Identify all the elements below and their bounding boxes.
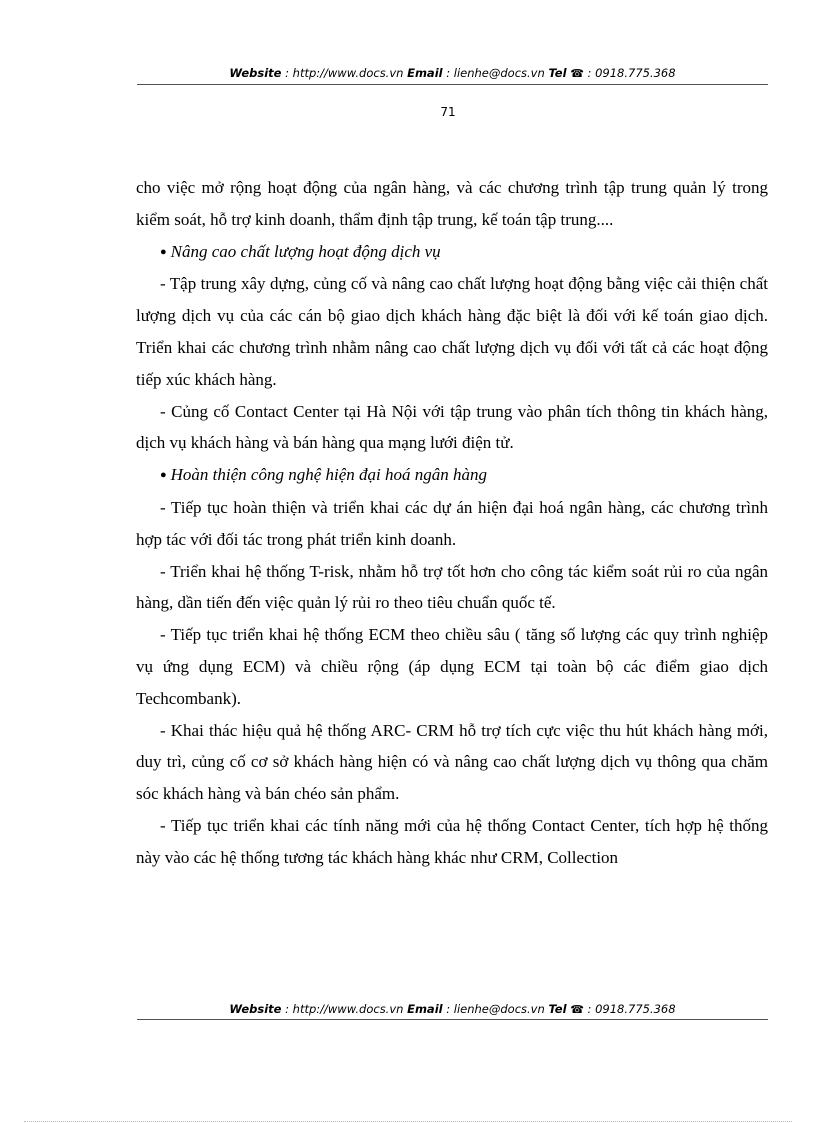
header-email-label: Email [407, 66, 443, 80]
page-edge-dotted-line [24, 1121, 792, 1122]
paragraph-4: - Tiếp tục hoàn thiện và triển khai các dự án hiện đại hoá ngân hàng, các chương trình hợp tác với đối tác trong phát triển kinh doanh. [136, 497, 768, 549]
paragraph-5: - Triển khai hệ thống T-risk, nhằm hỗ trợ tốt hơn cho công tác kiểm soát rủi ro của ngân hàng, dần tiến đến việc quản lý rủi ro theo tiêu chuẩn quốc tế. [136, 561, 768, 613]
section-heading-text: Nâng cao chất lượng hoạt động dịch vụ [170, 241, 441, 261]
header-divider [137, 84, 768, 85]
footer-email-label: Email [407, 1002, 443, 1016]
paragraph-2: - Tập trung xây dựng, củng cố và nâng cao chất lượng hoạt động bằng việc cải thiện chất lượng dịch vụ của các cán bộ giao dịch khách hàng đặc biệt là đối với kế toán giao dịch. Triển khai các chương trình nhằm nâng cao chất lượng dịch vụ đối với tất cả các hoạt động tiếp xúc khách hàng. [136, 274, 768, 389]
header-website-label: Website [229, 66, 282, 80]
footer-tel-label: Tel [548, 1002, 567, 1016]
header-tel-value: : 0918.775.368 [583, 66, 676, 80]
header-website-link[interactable]: : http://www.docs.vn [281, 66, 408, 80]
header-email-link[interactable]: : lienhe@docs.vn [442, 66, 549, 80]
page-header [137, 66, 768, 80]
section-heading-technology [136, 459, 768, 492]
paragraph-1: cho việc mở rộng hoạt động của ngân hàng, và các chương trình tập trung quản lý trong kiểm soát, hỗ trợ kinh doanh, thẩm định tập trung, kế toán tập trung.... [136, 178, 768, 229]
paragraph-6: - Tiếp tục triển khai hệ thống ECM theo chiều sâu ( tăng số lượng các quy trình nghiệp vụ ứng dụng ECM) và chiều rộng (áp dụng ECM tại toàn bộ các điểm giao dịch Techcombank). [136, 625, 768, 708]
phone-icon: ☎ [570, 67, 584, 80]
bullet-icon: ● [160, 469, 167, 482]
phone-icon: ☎ [570, 1003, 584, 1016]
footer-website-label: Website [229, 1002, 282, 1016]
footer-email-link[interactable]: : lienhe@docs.vn [442, 1002, 549, 1016]
document-body [136, 172, 768, 874]
footer-divider [137, 1019, 768, 1020]
section-heading-service-quality [136, 236, 768, 269]
paragraph-7: - Khai thác hiệu quả hệ thống ARC- CRM hỗ trợ tích cực việc thu hút khách hàng mới, duy trì, củng cố cơ sở khách hàng hiện có và nâng cao chất lượng dịch vụ thông qua chăm sóc khách hàng và bán chéo sản phẩm. [136, 720, 768, 804]
footer-website-link[interactable]: : http://www.docs.vn [281, 1002, 408, 1016]
bullet-icon: ● [160, 245, 167, 258]
header-tel-label: Tel [548, 66, 567, 80]
section-heading-text: Hoàn thiện công nghệ hiện đại hoá ngân hàng [170, 465, 488, 485]
paragraph-3: - Củng cố Contact Center tại Hà Nội với tập trung vào phân tích thông tin khách hàng, dịch vụ khách hàng và bán hàng qua mạng lưới điện tử. [136, 401, 768, 453]
page-number: 71 [440, 105, 456, 119]
paragraph-8: - Tiếp tục triển khai các tính năng mới của hệ thống Contact Center, tích hợp hệ thống này vào các hệ thống tương tác khách hàng khác như CRM, Collection [136, 815, 768, 867]
footer-tel-value: : 0918.775.368 [583, 1002, 676, 1016]
page-footer [137, 1002, 768, 1016]
